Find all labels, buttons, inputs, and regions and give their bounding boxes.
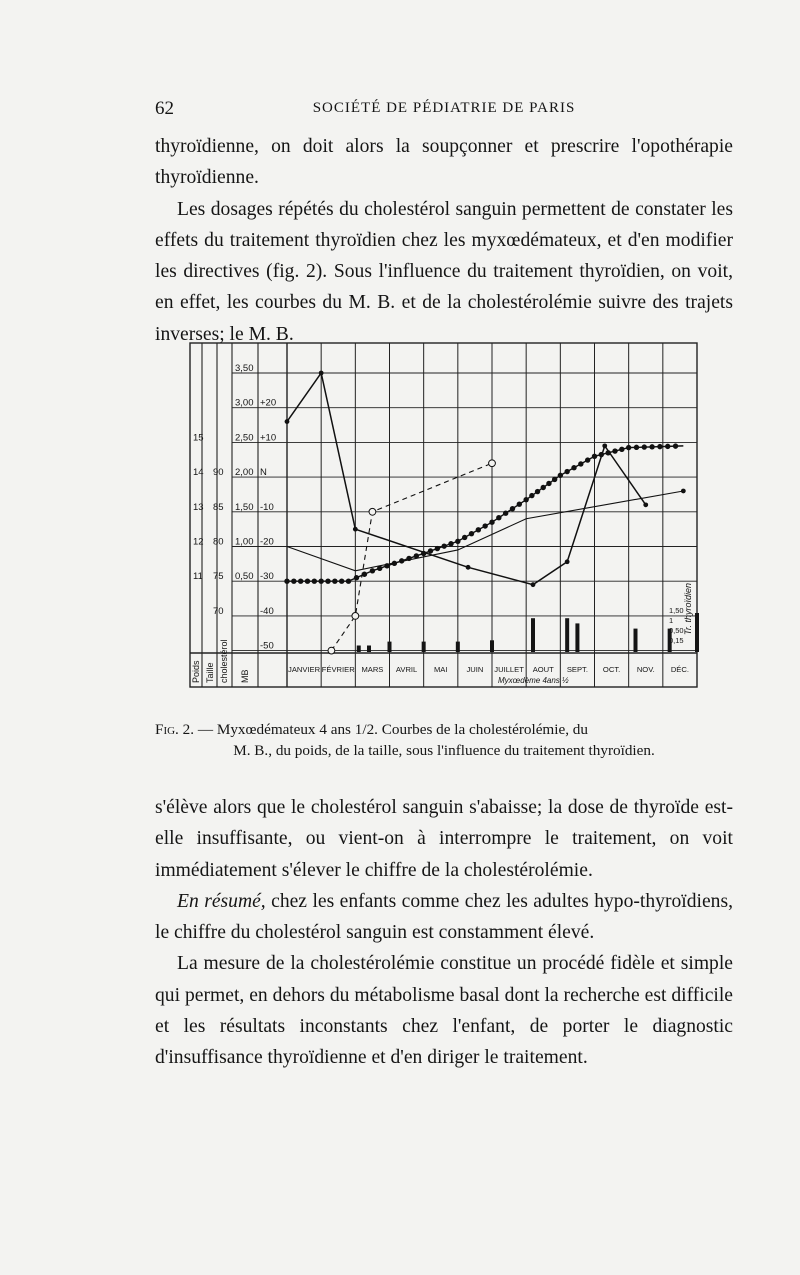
paragraph: La mesure de la cholestérolémie constitue un procédé fidèle et simple qui permet, en dehors du métabolisme basal dont la recherche est difficile et les résultats inconstants chez l'enfant, de porter le diagnostic d'insuffisance thyroïdienne et d'en diriger le traitement. [155,953,733,1069]
tick-label-cholesterol: 1,50 [235,501,254,513]
poids-bead [305,579,310,584]
poids-bead [605,450,610,455]
poids-bead [642,444,647,449]
treatment-bar [531,618,535,652]
poids-bead [476,527,481,532]
treatment-bar [422,642,426,652]
poids-bead [291,579,296,584]
poids-bead [571,465,576,470]
poids-bead [428,548,433,553]
axis-title: cholestérol [219,639,229,683]
poids-bead [535,489,540,494]
month-label: DÉC. [670,665,689,674]
poids-bead [585,457,590,462]
poids-bead [592,454,597,459]
month-label: FÉVRIER [321,665,355,674]
mb-point [328,647,335,654]
paragraph: Les dosages répétés du cholestérol sanguin permettent de constater les effets du traitement thyroïdien chez les myxœdémateux, et d'en modifier les directives (fig. 2). Sous l'influence du traitement thyroïdien, on voit, en effet, les courbes du M. B. et de la cholestérolémie suivre des trajets inverses; le M. B. [155,198,733,345]
poids-bead [421,551,426,556]
month-label: NOV. [636,665,655,674]
cholesterol-point [319,371,324,376]
poids-bead [339,579,344,584]
poids-bead [346,579,351,584]
poids-bead [558,473,563,478]
poids-bead [441,543,446,548]
chart-frame [190,343,697,687]
month-label: OCT. [602,665,621,674]
series-line-0 [287,373,646,585]
poids-bead [634,445,639,450]
poids-bead [578,461,583,466]
poids-bead [619,447,624,452]
mb-point [369,508,376,515]
paragraph: thyroïdienne, on doit alors la soupçonner et prescrire l'opothérapie thyroïdienne. [155,136,733,189]
treatment-bar [575,623,579,652]
poids-bead [298,579,303,584]
treatment-bar [565,618,569,652]
cholesterol-point [602,443,607,448]
poids-bead [517,501,522,506]
cholesterol-point [466,565,471,570]
cholesterol-point [643,502,648,507]
poids-bead [564,469,569,474]
caption-line: — Myxœdémateux 4 ans 1/2. Courbes de la cholestérolémie, du [194,721,588,738]
text-bottom [155,792,733,1074]
poids-bead [665,444,670,449]
cholesterol-point [531,582,536,587]
treatment-scale-label: 0,50 [669,626,684,635]
treatment-bar [634,629,638,652]
series-line-2 [287,446,683,581]
month-label: AVRIL [395,665,418,674]
poids-bead [541,485,546,490]
cholesterol-point [565,559,570,564]
poids-bead [455,539,460,544]
poids-bead [435,546,440,551]
tick-label-mb: +20 [260,397,277,409]
tick-label-cholesterol: 0,50 [235,571,254,583]
poids-bead [612,448,617,453]
page-number: 62 [155,98,174,119]
tick-label-mb: -30 [260,571,274,583]
tick-label-cholesterol: 3,00 [235,397,254,409]
tick-label-mb: -20 [260,536,274,548]
month-label: JUILLET [494,665,524,674]
tick-label-taille: 90 [213,467,224,479]
treatment-scale-label: 0,15 [669,636,684,645]
mb-point [489,460,496,467]
month-label: JUIN [466,665,484,674]
poids-bead [469,531,474,536]
poids-bead [362,572,367,577]
poids-bead [284,579,289,584]
treatment-bar [490,640,494,652]
poids-bead [325,579,330,584]
poids-bead [546,481,551,486]
taille-point [681,489,686,494]
chart-annotation: Myxœdème 4ans ½ [498,676,569,685]
tick-label-taille: 80 [213,536,224,548]
poids-bead [626,445,631,450]
cholesterol-point [353,527,358,532]
paragraph: s'élève alors que le cholestérol sanguin s'abaisse; la dose de thyroïde est-elle insuffisante, ou vient-on à interrompre le traitement, on voit immédiatement s'élever le chiffre de la cholestérolémie. [155,797,733,881]
caption-line: M. B., du poids, de la taille, sous l'influence du traitement thyroïdien. [233,742,655,759]
month-label: AOUT [532,665,554,674]
poids-bead [503,510,508,515]
tick-label-mb: -50 [260,640,274,652]
tick-label-poids: 11 [193,571,203,583]
poids-bead [318,579,323,584]
tick-label-mb: N [260,467,267,479]
running-title: SOCIÉTÉ DE PÉDIATRIE DE PARIS [312,100,576,116]
month-label: MARS [361,665,384,674]
month-label: MAI [433,665,448,674]
paragraph-text: chez les enfants comme chez les adultes hypo-thyroïdiens, le chiffre du cholestérol sanguin est constamment élevé. [155,890,733,944]
tick-label-mb: -40 [260,605,274,617]
axis-title: Poids [191,660,201,683]
poids-bead [657,444,662,449]
page-header [155,98,733,122]
tick-label-cholesterol: 3,50 [235,363,254,374]
tick-label-taille: 75 [213,571,224,583]
tick-label-poids: 14 [193,467,204,479]
treatment-bar [456,642,460,652]
tick-label-cholesterol: 2,50 [235,432,254,444]
poids-bead [673,443,678,448]
poids-bead [370,568,375,573]
poids-bead [482,523,487,528]
tick-label-taille: 70 [213,605,224,617]
month-label: SEPT. [566,665,588,674]
poids-bead [332,579,337,584]
poids-bead [529,493,534,498]
cholesterol-point [285,419,290,424]
poids-bead [649,444,654,449]
treatment-scale-label: 1 [669,616,674,625]
poids-bead [552,477,557,482]
treatment-bar [367,646,371,653]
treatment-label: Tr. thyroïdien [683,582,693,635]
paragraph [155,886,733,949]
axis-title: Taille [205,662,215,683]
tick-label-cholesterol: 1,00 [235,536,254,548]
chart-svg [155,335,733,715]
tick-label-cholesterol: 2,00 [235,467,254,479]
mb-point [352,613,359,620]
axis-title: MB [240,669,250,683]
tick-label-poids: 13 [193,501,204,513]
poids-bead [510,506,515,511]
poids-bead [354,575,359,580]
text-top [155,131,733,350]
figure-caption [155,719,733,761]
poids-bead [489,520,494,525]
figure-2-chart [155,335,733,715]
treatment-bar [357,646,361,653]
poids-bead [462,535,467,540]
italic-phrase: En résumé, [177,890,266,912]
poids-bead [312,579,317,584]
tick-label-mb: +10 [260,432,277,444]
poids-bead [496,515,501,520]
figure-label: Fig. 2. [155,721,195,738]
treatment-bar [695,613,699,652]
tick-label-poids: 12 [193,536,204,548]
tick-label-taille: 85 [213,501,224,513]
series-line-3 [287,491,683,571]
poids-bead [523,497,528,502]
tick-label-mb: -10 [260,501,274,513]
poids-bead [599,452,604,457]
tick-label-poids: 15 [193,432,204,444]
month-label: JANVIER [288,665,321,674]
treatment-bar [388,642,392,652]
poids-bead [448,541,453,546]
treatment-scale-label: 1,50 [669,606,684,615]
